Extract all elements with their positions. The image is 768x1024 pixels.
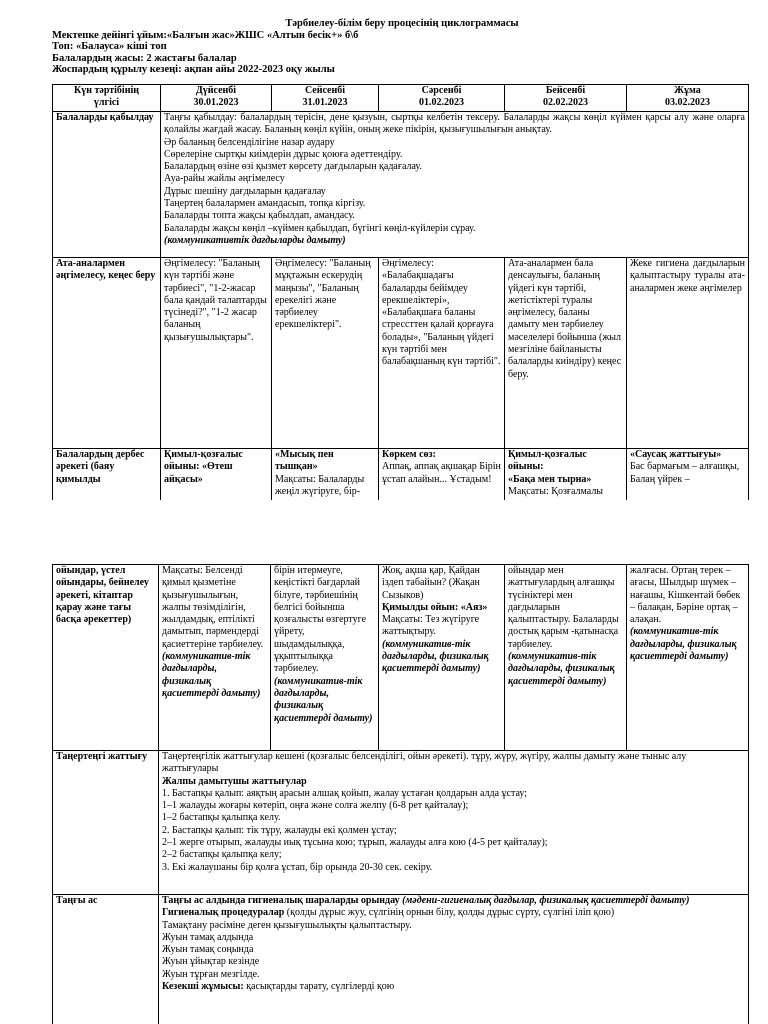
- breakfast-line: Жуын тұрған мезгілде.: [162, 968, 260, 980]
- page-1: [0, 0, 768, 500]
- row-reception: [53, 112, 749, 258]
- row-label-exercise: Таңертеңгі жаттығу: [53, 751, 159, 895]
- reception-line: Таңғы қабылдау: балалардың терісін, дене қызуын, сыртқы келбетін тексеру. Балаларды жақсы көңіл күймен қарсы алу және оларға қолайлы жағдай жасау. Баланың көңіл күйін, оның жеке пікірін, қызығушылығын анықтау.: [164, 112, 745, 136]
- group-line: Топ: «Балауса» кіші топ: [52, 41, 167, 53]
- row-independent-top: [53, 449, 749, 501]
- column-header-thursday: Бейсенбі 02.02.2023: [505, 85, 627, 112]
- exercise-line: 2. Бастапқы қалып: тік тұру, жалауды екі қолмен ұстау;: [162, 824, 397, 836]
- parents-friday: Жеке гигиена дағдыларын қалыптастыру туралы ата-аналармен жеке әңгімелер: [627, 258, 749, 449]
- page-2: [0, 560, 768, 1024]
- independent-tuesday-bottom: бірін итермеуге, кеңістікті бағдарлай білуге, тәрбиешінің белгісі бойынша қозғалысты өзгертуге үйрету, шыдамдылыққа, ұқыптылыққа тәрбиелеу. (коммуникатив-тік дағдыларды, физикалық қасиеттерді дамыту): [271, 565, 379, 751]
- exercise-subtitle: Жалпы дамытушы жаттығулар: [162, 775, 307, 787]
- reception-line: Сөрелеріне сыртқы киімдерін дұрыс қоюға әдеттендіру.: [164, 148, 403, 160]
- independent-wednesday-bottom: Жоқ, ақша қар, Қайдан іздеп табайын? (Жақан Сызыков) Қимылды ойын: «Аяз» Мақсаты: Тез жүгіруге жаттықтыру. (коммуникатив-тік дағдыларды, физикалық қасиеттерді дамыту): [379, 565, 505, 751]
- independent-thursday-bottom: ойындар мен жаттығулардың алғашқы түсініктері мен дағдыларын қалыптастыру. Балаларды достық қарым -қатынасқа тәрбиелеу. (коммуникатив-тік дағдыларды, физикалық қасиеттерді дамыту): [505, 565, 627, 751]
- reception-line: Балалардың өзіне өзі қызмет көрсету дағдыларын қадағалау.: [164, 161, 422, 173]
- row-label-independent-top: Балалардың дербес әрекеті (баяу қимылды: [53, 449, 161, 501]
- exercise-line: 2–1 жерге отырып, жалауды иық тұсына кою; тұрып, жалауды алға кою (4-5 рет қайталау);: [162, 837, 548, 849]
- age-line: Балалардың жасы: 2 жастағы балалар: [52, 52, 237, 64]
- schedule-table-page1: [52, 84, 749, 500]
- org-line: Мектепке дейінгі ұйым:«Балғын жас»ЖШС «Алтын бесік+» б\б: [52, 29, 359, 41]
- parents-wednesday: Әңгімелесу: «Балабақшадағы балаларды бейімдеу ерекшеліктері», «Балабақшаға баланы стрессттен қалай қорғауға болады», "Баланың үйдегі күн тәртібі мен балабақшаның күн тәртібі".: [379, 258, 505, 449]
- column-header-wednesday: Сәрсенбі 01.02.2023: [379, 85, 505, 112]
- independent-thursday-top: Қимыл-қозғалыс ойыны: «Бақа мен тырна» Мақсаты: Қозғалмалы: [505, 449, 627, 501]
- exercise-line: 3. Екі жалаушаны бір қолға ұстап, бір орында 20-30 сек. секіру.: [162, 861, 433, 873]
- schedule-table-page2: [52, 564, 749, 1024]
- row-independent-bottom: [53, 565, 749, 751]
- reception-line: Әр баланың белсенділігіне назар аудару: [164, 136, 335, 148]
- exercise-line: 1–1 жалауды жоғары көтеріп, оңға және солға желпу (6-8 рет қайталау);: [162, 800, 469, 812]
- independent-monday-bottom: Мақсаты: Белсенді қимыл қызметіне қызығушылығын, жалпы төзімділігін, жылдамдық, ептілікті дамытып, пәрмендерді қасиеттеріне тәрбиелеу. (коммуникатив-тік дағдыларды, физикалық қасиеттерді дамыту): [159, 565, 271, 751]
- reception-line: Таңертең балалармен амандасып, топқа кіргізу.: [164, 198, 366, 210]
- row-parents: [53, 258, 749, 449]
- breakfast-title-line: Таңғы ас алдында гигиеналық шараларды орындау (мәдени-гигиеналық дағдылар, физикалық қасиеттерді дамыту): [162, 895, 690, 906]
- parents-monday: Әңгімелесу: "Баланың күн тәртібі және тәрбиесі", "1-2-жасар бала қандай талаптарды түсінеді?", "1-2 жасар баланың қызығушылықтары".: [161, 258, 272, 449]
- duty-line: Кезекші жұмысы: қасықтарды тарату, сүлгілерді қою: [162, 981, 395, 993]
- breakfast-line: Жуын тамақ соңында: [162, 944, 254, 956]
- column-header-tuesday: Сейсенбі 31.01.2023: [272, 85, 379, 112]
- parents-thursday: Ата-аналармен бала денсаулығы, баланың үйдегі күн тәртібі, жетістіктері туралы әңгімелесу, баланы дамыту мен тәрбиелеу мәселелері бойынша (жыл мезгіліне байланысты балаларды киіндіру) кеңес беру.: [505, 258, 627, 449]
- independent-wednesday-top: Көркем сөз: Аппақ, аппақ ақшақар Бірін ұстап алайын... Ұстадым!: [379, 449, 505, 501]
- row-exercise: [53, 751, 749, 895]
- reception-tag: (коммуникативтік дағдыларды дамыту): [164, 234, 346, 246]
- reception-line: Ауа-райы жайлы әңгімелесу: [164, 173, 285, 185]
- page-gap: [0, 500, 768, 560]
- reception-line: Балаларды топта жақсы қабылдап, амандасу.: [164, 210, 355, 222]
- exercise-line: 1–2 бастапқы қалыпқа келу.: [162, 812, 281, 824]
- column-header-monday: Дүйсенбі 30.01.2023: [161, 85, 272, 112]
- breakfast-line: Жуын тамақ алдында: [162, 931, 254, 943]
- independent-friday-bottom: жалғасы. Ортаң терек – ағасы, Шылдыр шүмек – нағашы, Кішкентай бөбек – балақан, Бәріне ортақ – алақан. (коммуникатив-тік дағдыларды, физикалық қасиеттерді дамыту): [627, 565, 749, 751]
- independent-tuesday-top: «Мысық пен тышқан» Мақсаты: Балаларды жеңіл жүгіруге, бір-: [272, 449, 379, 501]
- exercise-line: 2–2 бастапқы қалыпқа келу;: [162, 849, 282, 861]
- table-header-row: [53, 85, 749, 112]
- reception-line: Дұрыс шешіну дағдыларын қадағалау: [164, 185, 326, 197]
- row-label-parents: Ата-аналармен әңгімелесу, кеңес беру: [53, 258, 161, 449]
- row-label-breakfast: Таңғы ас: [53, 895, 159, 1024]
- reception-line: Балаларды жақсы көңіл –күймен қабылдап, бүгінгі көңіл-күйлерін сұрау.: [164, 222, 476, 234]
- column-header-schedule: Күн тәртібінің үлгісі: [53, 85, 161, 112]
- parents-tuesday: Әңгімелесу: "Баланың мұқтажын ескерудің маңызы", "Баланың ерекелігі және тәрбиелеу ерекшеліктері".: [272, 258, 379, 449]
- independent-friday-top: «Саусақ жаттығуы» Бас бармағым – алғашқы, Балаң үйрек –: [627, 449, 749, 501]
- breakfast-content: [159, 895, 749, 1024]
- period-line: Жоспардың құрылу кезеңі: ақпан айы 2022-2023 оқу жылы: [52, 64, 335, 76]
- exercise-content: [159, 751, 749, 895]
- column-header-friday: Жұма 03.02.2023: [627, 85, 749, 112]
- independent-monday-top: Қимыл-қозғалыс ойыны: «Өтеш айқасы»: [161, 449, 272, 501]
- document-header: [52, 18, 752, 76]
- exercise-line: 1. Бастапқы қалып: аяқтың арасын алшақ қойып, жалау ұстаған қолдарын алда ұстау;: [162, 787, 528, 799]
- row-label-independent-bottom: ойындар, үстел ойындары, бейнелеу әрекеті, кітаптар қарау және тағы басқа әрекеттер): [53, 565, 159, 751]
- document-title: Тәрбиелеу-білім беру процесінің циклограммасы: [285, 18, 519, 29]
- hygiene-line: Гигиеналық процедуралар (қолды дұрыс жуу, сүлгінің орнын білу, қолды дұрыс сүрту, сүлгіні іліп қою): [162, 907, 615, 919]
- exercise-intro: Таңертеңгілік жаттығулар кешені (қозғалыс белсенділігі, ойын әрекеті). тұру, жүру, жүгіру, жалпы дамыту және тыныс алу жаттығулары: [162, 751, 687, 775]
- breakfast-line: Тамақтану рәсіміне деген қызығушылықты қалыптастыру.: [162, 919, 412, 931]
- breakfast-line: Жуын ұйықтар кезінде: [162, 956, 260, 968]
- row-label-reception: Балаларды қабылдау: [53, 112, 161, 258]
- row-breakfast: [53, 895, 749, 1024]
- reception-content: [161, 112, 749, 258]
